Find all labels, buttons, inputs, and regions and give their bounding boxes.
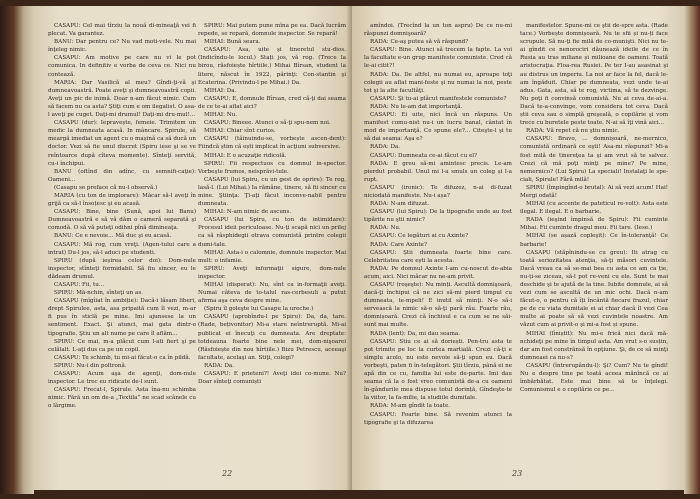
dialogue-paragraph: MIHAI: N-am nimic de ascuns.: [204, 209, 292, 216]
left-page-column-1: [48, 22, 196, 411]
dialogue-paragraph: MIHAI: Chiar sînt curios.: [204, 128, 276, 135]
dialogue-paragraph: CASAPU (stăpînindu-se cu greu): Iti atrag cu toată seriozitatea atenţia, să-ţi măsori cuvintele. Dacă vreau ca să se-mai bea cu asta ce am ca ție, nu-ți-se ziceau, să-l pot re-veni cu ele. Sunt te mai deschide şi te ajută de la tine. Iubite domnule, ai să vezi cum se ascultă de un mic ochi. Dacă n-am făcut-o, o pentru că îți încântă fiecare frazul, chiar pe de cu viata dumitale ei ai chiar dacă îl vezi Cea multe ai poate să să vezi cuvintele noastre. Am văzut cum ai privit-o şi mi-a fost și spune.: [520, 249, 668, 329]
dialogue-paragraph: CASAPU: Bravo, ... domnișoară, ne-mernico, comunistă ordinară ce eşti! Asa-mi răspunzi? Mi-a fost milă de tinereţea ta şi am vrut să te salvez. Crezi că mă poţi minţi pe mine? Pe mine, nemernico? (Lui Spiru) La speciali! Instalaţi le spe-ciali, Spirule! Fără milă!: [520, 136, 668, 183]
dialogue-paragraph: CASAPU (lui Spiru, cu un gest de oprire): Te rog, lasă-l. (Lui Mihai.) Ia rămâne, tinere, să fii sincer cu mine. Ştiinţa: Ţi-aţi făcut inconve-nabil pentru dumneata.: [198, 176, 346, 208]
left-page-column-2: [198, 22, 346, 386]
dialogue-paragraph: RADA: Vă repet că nu ştiu nimic.: [526, 128, 620, 135]
page-number-left: 22: [222, 469, 233, 478]
dialogue-paragraph: CASAPU: Fii, tu...: [54, 282, 105, 288]
book-edge-right: [684, 6, 700, 494]
book-edge-left: [0, 6, 34, 494]
dialogue-paragraph: BANU: Ce e nevoie... Mă duc şi eu acasă.: [54, 233, 172, 240]
dialogue-paragraph: RADA: N-am difuzat.: [370, 201, 429, 208]
dialogue-paragraph: CASAPU: Bine, bine (Sună, apoi lui Banu) Dumneavoastră e să vă dăm o cameră separată şi comodă. O să vă puteţi odihni pînă dimineaţa.: [48, 209, 196, 232]
dialogue-paragraph: SPIRU: Nu-i din poltronă.: [54, 362, 127, 369]
dialogue-paragraph: RADA: M-am gîndit la toate.: [370, 403, 451, 410]
right-page-column-1: [364, 22, 512, 427]
dialogue-paragraph: CASAPU: Am motive pe care nu vi le pot comunica. In definitiv e vorba de ceva ce. Nici nu contează.: [48, 55, 196, 78]
dialogue-paragraph: SPIRU (împingînd-o brutal): Ai să vezi acum! Hai! Mergi odată!: [520, 184, 668, 199]
dialogue-paragraph: CASAPU (mîgîiat în ambiție): Dacă-i lăsam liberi, drept Spirulee, asta, asa pripaită cum îl vezi, m-ar fi pus în sticlă pe mine. Imi ajunsese la un sentiment. Exact. Şi atunci, mai gata dintr-o tipografie. Ştiu un alt nume pe care îl aflăm...: [48, 298, 196, 337]
dialogue-paragraph: SPIRU (după ieșirea celor doi): Dom-nule inspector, stînteţi formidabil. Să fiu sincer, eu le dădeam drumul.: [48, 257, 196, 280]
dialogue-paragraph: CASAPU: Ce legături ai cu Axinte?: [370, 233, 469, 240]
dialogue-paragraph: MIHAI: Bună seara.: [204, 39, 261, 46]
dialogue-paragraph: CASAPU: Bine. Atunci să trecem la fapte. La voi la facultate e-un grup manifeste comuniste. Cred că le-ai citit?!: [364, 47, 512, 70]
dialogue-paragraph: CASAPU (dur): Iepravește, femeie. Trimitem un medic la dumneata acasă. In mâncare. Spirule, să meargă imediat un agent cu o mașină ca să ducă un doctor. Vezi să fie unul discret (Spiru iese şi se ve reîntoarce după cîteva momente). Sînteţi servită, cu-i închipui.: [48, 120, 196, 167]
dialogue-paragraph: RADA: Da. De altfel, nu numai eu, aproape toţi colegii au aflat mani-feste şi nu numai la noi, peste tot şi la alte facultăţi.: [364, 71, 512, 94]
dialogue-paragraph: CASAPU: Mă rog, cum vreţi. (Agen-tului care a intrat) Du-l jos, să-l aduci pe studenti.: [48, 241, 196, 256]
dialogue-paragraph: CASAPU: Bineee. Atunci o să-ţi spu-nem noi.: [204, 120, 331, 127]
dialogue-paragraph: SPIRU: Mai putem pune mîna pe ea. Dacă lucrăm repede, se repară, domnule inspector. Se repară!: [198, 23, 346, 38]
dialogue-paragraph: CASAPU (ironic): Te difuzez, n-ai di-fuzat niciodată manifeste. Nu-i așa?: [364, 184, 512, 199]
dialogue-paragraph: CASAPU: Şi tu-ai plăcut manifestele comuniste?: [370, 95, 507, 102]
dialogue-paragraph: SPIRU: Aveţi informaţii sigure, dom-nule inspector.: [198, 265, 346, 280]
dialogue-paragraph: SPIRU: Fii respectuos cu domnul in-spector. Vorbeşte frumos, neisprăvi-tule.: [198, 160, 346, 175]
dialogue-paragraph: CASAPU: Te schimb, tu mi-ai făcut-o ca în pildă.: [54, 354, 191, 361]
dialogue-paragraph: RADA: E greu să-mi amintesc precis. Le-am pierdut probabil. Unul mi l-a smuls un coleg și l-a rupt.: [364, 160, 512, 183]
dialogue-paragraph: MIHAI: Nu.: [204, 112, 238, 119]
dialogue-paragraph: CASAPU: Dumneata ce-ai făcut cu el?: [370, 152, 478, 159]
dialogue-paragraph: SPIRU: Ce mai, m-a plăcut cum l-ati fiert şi pe celălalt. L-aţi dus ca pe un copil.: [48, 338, 196, 353]
dialogue-paragraph: CASAPU (lui Spiru, cu ton de intimidare): Procesul ideii periculoase. Nu-ţi scapă nici un prilej ca să râsphidegii otrava comunistă printre colegii dumi-tale.: [198, 217, 346, 248]
dialogue-paragraph: CASAPU (roşeşte): Nu minți. Ascultă domnişoară, dacă-ţi închipui că ne zici să-mi pierd timpul cu dumneata, te-mpeli! E inutil să minţi. N-o să-i servească la nimic să-o să-ţi pară rău. Foarte rău, domnișoară. Crezi că închisul e ca cum se ne săi-sunt mai multe.: [364, 282, 512, 329]
dialogue-paragraph: MIHAI: Da.: [204, 87, 237, 94]
dialogue-paragraph: CASAPU: Stiu ce ai să doriești. Pen-tru asta te pot trimite pe loc la curtea martială. Crezi că-ţi e simplu acolo, nu este nevoie să-ţi spun eu. Dacă vorbeşti, paten fi în-telegători. Ştii tîrziu, până ei ne apă din ce cu, familia lui este de-parte. Imi dau seama că la o fost vreo comunistă de-a cu oameni în-gândurile mea dispuse totul dorință, Gîndeşte-te la viitor, la fa-milie, la studiile dumitale.: [364, 338, 512, 402]
dialogue-paragraph: MARIA: Dar Vasilică al meu? Gîndi-ţi-vă şi dumneavoastră. Poate aveţi şi dumneavoastră copii. Aveţi un pic de inimă. Doar n-am făcut nimic. Cum să facem nu ca asta? Ştiţi cum e om ilegalist. O asa-l aveţi pe cuget. Daţi-mi drumul! Daţi-mi dru-mul!...: [48, 79, 196, 119]
dialogue-paragraph: MIHAI (se așază copleşit): Ce în-toleranţă! Ce barbarie!: [520, 233, 668, 248]
dialogue-paragraph: amîndoi. (Trecînd la un ton aspru) De ce nu-mi răspunzi domnişoară?: [364, 23, 512, 38]
dialogue-paragraph: CASAPU: Foarte bine. Să revenim atunci la tipografie şi la difuzarea: [364, 411, 512, 426]
dialogue-paragraph: MIHAI: Asta-i o calomnie, domnule inspector. Mai mult: o infamie.: [198, 249, 346, 264]
dialogue-paragraph: CASAPU: Acum aşa de agenţi, dom-nule inspector. Le trec eu ridicate de-l sunt.: [48, 371, 196, 386]
dialogue-paragraph: CASAPU: Cel mai tîrziu la nouă di-mineaţă vei fi plecat. Va garantez.: [48, 23, 196, 38]
dialogue-paragraph: RADA: Da.: [204, 362, 235, 369]
dialogue-paragraph: CASAPU: Frecat-l, Spirule. Asta îna-nu schimba nimic. Fără un om de-a „Textila” ne scad scânele cu o lărgime.: [48, 387, 196, 410]
dialogue-paragraph: MIHAI: E o acuzaţie ridicolă.: [204, 152, 287, 159]
dialogue-paragraph: CASAPU: Asa, uite şi tineretul stu-dios. (Indicîndu-le locul.) Stați jos, vă rog. (Trece la birou, răsfoiește hîrtiile.) Mihai Bîrsan, student la litere, născut în 1922, părinţi: Con-stantin şi Ecaterina. (Privindu-l pe Mihai.) Da.: [198, 47, 346, 86]
dialogue-paragraph: CASAPU: Ei uite, nici încă un răspuns. Un manifest comu-nist nu-i un lucru banal, cântat în mod de importanţă. Ce spune ele?... Citeşte-l şi tu să dai seama: Aşa e?: [364, 112, 512, 143]
dialogue-paragraph: CASAPU (întrerupându-l): Şi? Cum? Nu te gîndi! Nu e despre tine pe toată aceea mănîncă ce ai îmbărbătat. Este mai bine să te înţelegi. Comunismul e o copilărie ce pe...: [520, 362, 668, 394]
dialogue-paragraph: RADA: Care Axinte?: [370, 241, 427, 248]
right-page-column-2: [520, 22, 668, 394]
dialogue-paragraph: (Casapu se preface că nu-l observă.): [54, 184, 158, 191]
dialogue-paragraph: RADA (lent): Da, mi dau seama.: [370, 330, 461, 337]
dialogue-paragraph: CASAPU: Știi dumneata foarte bine care. Celebritatea care ești la acesta.: [364, 249, 512, 264]
dialogue-paragraph: CASAPU (lui Spiru): De la tipografie unde au fost tipărite nu ştii nimic?: [364, 209, 512, 224]
page-number-right: 23: [512, 469, 523, 478]
dialogue-paragraph: RADA: Da.: [370, 144, 401, 151]
dialogue-paragraph: BANU: Dar pentru ce? Nu vad moti-vele. Nu mai înţeleg nimic.: [48, 39, 196, 54]
dialogue-paragraph: MIHAI (lîniștit): Nu mi-e frică nici dacă mă-nchideţi pe mine în timpul asta. Am vrut s-o susțin, dar am fost constrânsă în opţiune. Şi, de ce să minţi dumneaei ca nu-s?: [520, 330, 668, 361]
dialogue-paragraph: BANU (oftînd din adînc, cu semnifi-caţie): Oameni...: [48, 168, 196, 183]
dialogue-paragraph: manifestelor. Spune-mi ce ştii de-spre asta. (Rade tace.) Vorbește domnișoară. Nu te sfii și nu-ți face scrupule. Să nu-ţi fie milă de co-munişti. Nici nu te-ai gîndit ce nenorociri dăunează ideile de ce în Rusia au tras miliane și milioane de oameni. Toată aristocraţia. Floa-rea Rusiei. Pe ter I-au asasinat şi au distrus un imperiu. La noi ar face la fel, dacă le-am îngăduit. Chiar pe dumneata, vezi unde te-ai adus. Gata, asta, să te rog, victima, să te dezvinge. Nu poţi fi convinsă comunistă. Nu ai ceva de-ai-a. Dacă te-a-convinge, vom considera tot ceva. Dacă știi ceva sau o simplă greşeală, o copilărie şi vom trece cu buretele peste toate. N-ai să îţi vină aici...: [520, 23, 668, 127]
dialogue-paragraph: MARIA (cu ton de implorare): Măcar să-l aveţi în grijă ca să-l însoțesc şi eu acasă.: [48, 192, 196, 208]
dialogue-paragraph: (Spiru îl goleşte lui Casapu la ureche.): [204, 306, 314, 313]
dialogue-paragraph: RADA (ieşind împinsă de Spiru): Fii cuminte Mihai. Fii cuminte dragul meu. Fii tare. (Iese.): [520, 217, 668, 232]
dialogue-paragraph: CASAPU (tăinuindu-se, vorbește ascen-dent): Fiindcă știm că ești implicat în acţiuni subversive.: [198, 136, 346, 151]
right-page: [352, 6, 684, 490]
dialogue-paragraph: RADA: Pe domnul Axinte l-am cu-noscut de-abia acum, aici. Nici măcar nu ne-am privit.: [364, 265, 512, 280]
dialogue-paragraph: CASAPU (aprobîndu-l pe Spiru): Da, da, tare. (Rade, bețivonitor) Mi-a stare neîntreruptă. Mi-ai publicat ei înecuţi cu dumneata. Are dreptate: totdeauna foarte bine nele mei, dom-nişoarei (Răsfoiește din nou hîrtiile.) Bizu Petrescu, aceeaşi facultate, acelaşi an. Stiţi, colegi?: [198, 314, 346, 361]
left-page: [34, 6, 352, 490]
dialogue-paragraph: CASAPU: E, domnule Bîrsan, cred că-ţi dai seama de ce te-ai aflat aici?: [198, 95, 346, 110]
dialogue-paragraph: MIHAI (disperat): Nu, sînt ca in-formaţii aveţi. Numai câteva de to-talul ras-cerbesuli a putut afirma aşa ceva despre mine.: [198, 282, 346, 305]
dialogue-paragraph: MIHAI (cu accente de pateticul re-volt): Asta este ilegal. E ilegal. E o barbarie.: [520, 201, 668, 216]
dialogue-paragraph: RADA: Ce-aş putea să vă răspund?: [370, 39, 469, 46]
dialogue-paragraph: CASAPU: E prieteni?! Aveţi idei co-mune. Nu? Doar sînteţi comuniști: [198, 371, 346, 386]
dialogue-paragraph: RADA: Nu.: [370, 225, 401, 232]
dialogue-paragraph: RADA: Nu le-am dat importanţă.: [370, 103, 463, 110]
dialogue-paragraph: SPIRU: Mă-nchin, sînteţi un as.: [54, 290, 144, 297]
